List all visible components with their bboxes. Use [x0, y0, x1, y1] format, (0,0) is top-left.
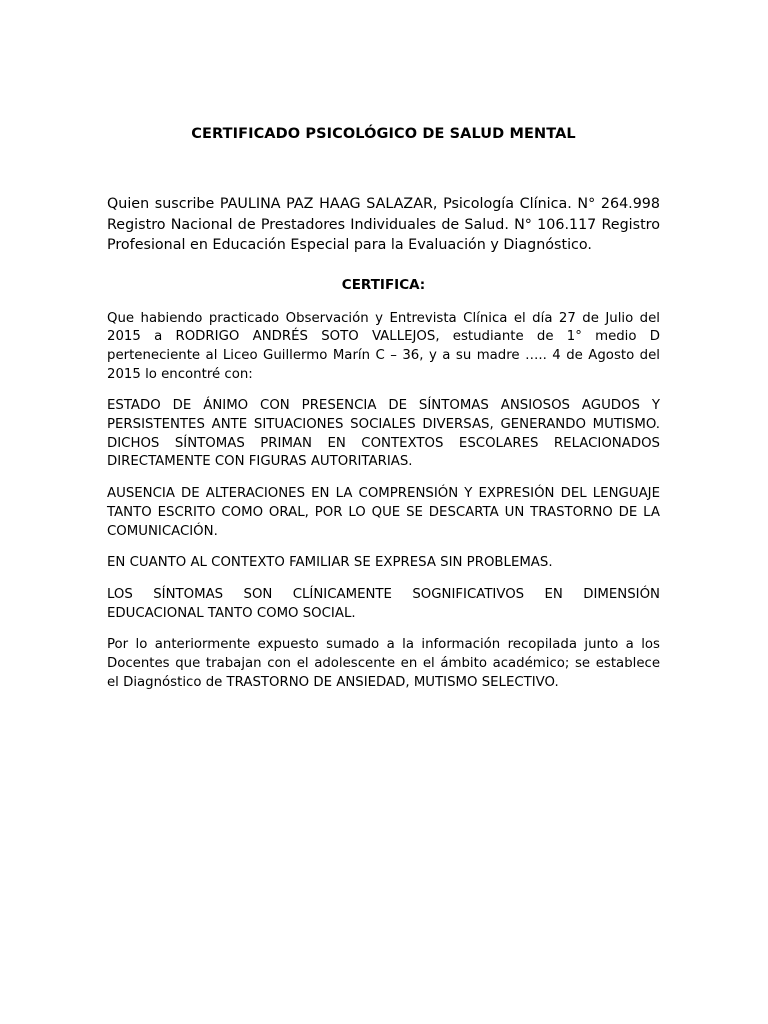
paragraph-language: AUSENCIA DE ALTERACIONES EN LA COMPRENSIÓN Y EXPRESIÓN DEL LENGUAJE TANTO ESCRITO COMO ORAL, POR LO QUE SE DESCARTA UN TRASTORNO DE LA COMUNICACIÓN.: [107, 486, 660, 539]
certifica-heading: CERTIFICA:: [341, 276, 426, 293]
paragraph-mood-state: ESTADO DE ÁNIMO CON PRESENCIA DE SÍNTOMAS ANSIOSOS AGUDOS Y PERSISTENTES ANTE SITUACIONES SOCIALES DIVERSAS, GENERANDO MUTISMO. DICHOS SÍNTOMAS PRIMAN EN CONTEXTOS ESCOLARES RELACIONADOS DIRECTAMENTE CON FIGURAS AUTORITARIAS.: [107, 398, 660, 470]
intro-paragraph: Quien suscribe PAULINA PAZ HAAG SALAZAR, Psicología Clínica. N° 264.998 Registro Nacional de Prestadores Individuales de Salud. N° 106.117 Registro Profesional en Educación Especial para la Evaluación y Diagnóstico.: [107, 196, 660, 253]
paragraph-diagnosis: Por lo anteriormente expuesto sumado a la información recopilada junto a los Docentes que trabajan con el adolescente en el ámbito académico; se establece el Diagnóstico de TRASTORNO DE ANSIEDAD, MUTISMO SELECTIVO.: [107, 637, 660, 690]
paragraph-evaluation: Que habiendo practicado Observación y Entrevista Clínica el día 27 de Julio del 2015 a RODRIGO ANDRÉS SOTO VALLEJOS, estudiante de 1° medio D perteneciente al Liceo Guillermo Marín C – 36, y a su madre ….. 4 de Agosto del 2015 lo encontré con:: [107, 310, 660, 382]
document-title: CERTIFICADO PSICOLÓGICO DE SALUD MENTAL: [191, 126, 576, 142]
paragraph-significance: LOS SÍNTOMAS SON CLÍNICAMENTE SOGNIFICATIVOS EN DIMENSIÓN EDUCACIONAL TANTO COMO SOCIAL.: [107, 586, 660, 621]
document-page: [107, 124, 660, 705]
paragraph-family-context: EN CUANTO AL CONTEXTO FAMILIAR SE EXPRESA SIN PROBLEMAS.: [107, 555, 553, 571]
